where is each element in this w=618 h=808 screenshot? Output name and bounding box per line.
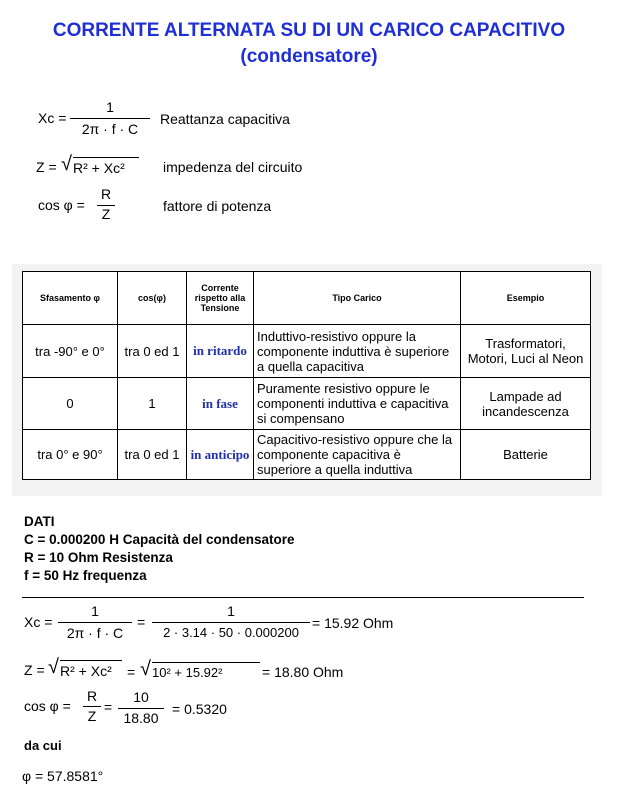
cell-corrente: in anticipo	[187, 430, 254, 480]
cell-corrente: in fase	[187, 378, 254, 430]
formula-xc-denominator: 2π · f · C	[81, 121, 139, 137]
header-corrente: Corrente rispetto alla Tensione	[187, 272, 254, 325]
divider	[22, 597, 584, 598]
header-esempio: Esempio	[461, 272, 591, 325]
calc-z-lhs: Z =	[24, 662, 45, 678]
calc-xc-lhs: Xc =	[24, 614, 53, 630]
cell-sfasamento: tra -90° e 0°	[23, 325, 118, 378]
sqrt-icon: √	[140, 658, 151, 680]
page-title: CORRENTE ALTERNATA SU DI UN CARICO CAPACITIVO	[52, 20, 566, 41]
fraction-bar	[83, 706, 101, 707]
formula-cos-numerator: R	[100, 186, 112, 202]
cell-cos: 1	[118, 378, 187, 430]
formula-xc-description: Reattanza capacitiva	[160, 111, 290, 127]
phi-result: φ = 57.8581°	[22, 768, 104, 784]
phase-table	[22, 271, 591, 480]
cell-esempio: Lampade ad incandescenza	[461, 378, 591, 430]
formula-z-radicand: R² + Xc²	[73, 157, 139, 176]
formula-cos-denominator: Z	[101, 206, 111, 222]
fraction-bar	[70, 118, 150, 119]
formula-xc-lhs: Xc =	[38, 110, 67, 126]
dati-capacita: C = 0.000200 H Capacità del condensatore	[24, 532, 295, 547]
formula-xc-numerator: 1	[106, 99, 114, 115]
dati-block	[24, 513, 295, 585]
cell-esempio: Trasformatori, Motori, Luci al Neon	[461, 325, 591, 378]
calc-cos-result: = 0.5320	[172, 701, 227, 717]
calc-xc-den2: 2 · 3.14 · 50 · 0.000200	[163, 625, 299, 640]
calc-cos-lhs: cos φ =	[24, 698, 71, 714]
calc-cos-num2: 10	[133, 689, 149, 705]
dati-heading: DATI	[24, 514, 55, 529]
calc-z-rad2: 10² + 15.92²	[152, 662, 260, 680]
formula-z-description: impedenza del circuito	[163, 159, 303, 175]
table-row	[23, 430, 591, 480]
fraction-bar	[118, 708, 164, 709]
calc-xc-eq: =	[137, 614, 146, 630]
sqrt-icon: √	[61, 153, 72, 175]
calc-xc-result: = 15.92 Ohm	[312, 615, 394, 631]
cell-cos: tra 0 ed 1	[118, 325, 187, 378]
calc-xc-num2: 1	[227, 603, 235, 619]
dati-frequenza: f = 50 Hz frequenza	[24, 568, 147, 583]
header-sfasamento: Sfasamento φ	[23, 272, 118, 325]
cell-tipo-carico: Puramente resistivo oppure le componenti induttiva e capacitiva si compensano	[254, 378, 461, 430]
sqrt-icon: √	[48, 656, 59, 678]
table-row	[23, 325, 591, 378]
calc-z-result: = 18.80 Ohm	[262, 664, 344, 680]
header-cos: cos(φ)	[118, 272, 187, 325]
calc-xc-den1: 2π · f · C	[66, 625, 124, 641]
da-cui-label: da cui	[24, 738, 62, 753]
cell-sfasamento: tra 0° e 90°	[23, 430, 118, 480]
formula-cos-lhs: cos φ =	[38, 197, 85, 213]
calc-cos-den1: Z	[87, 708, 97, 724]
calc-cos-eq: =	[104, 699, 113, 715]
calc-xc-num1: 1	[91, 603, 99, 619]
dati-resistenza: R = 10 Ohm Resistenza	[24, 550, 173, 565]
cell-tipo-carico: Induttivo-resistivo oppure la componente induttiva è superiore a quella capacitiva	[254, 325, 461, 378]
cell-tipo-carico: Capacitivo-resistivo oppure che la componente capacitiva è superiore a quella induttiva	[254, 430, 461, 480]
calc-cos-num1: R	[86, 688, 98, 704]
header-tipo-carico: Tipo Carico	[254, 272, 461, 325]
calc-cos-den2: 18.80	[123, 710, 159, 726]
cell-esempio: Batterie	[461, 430, 591, 480]
table-row	[23, 378, 591, 430]
cell-corrente: in ritardo	[187, 325, 254, 378]
table-header-row	[23, 272, 591, 325]
formula-z-lhs: Z =	[36, 159, 57, 175]
fraction-bar	[152, 622, 310, 623]
calc-z-eq: =	[127, 664, 136, 680]
fraction-bar	[58, 622, 132, 623]
cell-sfasamento: 0	[23, 378, 118, 430]
cell-cos: tra 0 ed 1	[118, 430, 187, 480]
calc-z-rad1: R² + Xc²	[60, 660, 122, 679]
formula-cos-description: fattore di potenza	[163, 198, 272, 214]
page-subtitle: (condensatore)	[240, 46, 378, 67]
